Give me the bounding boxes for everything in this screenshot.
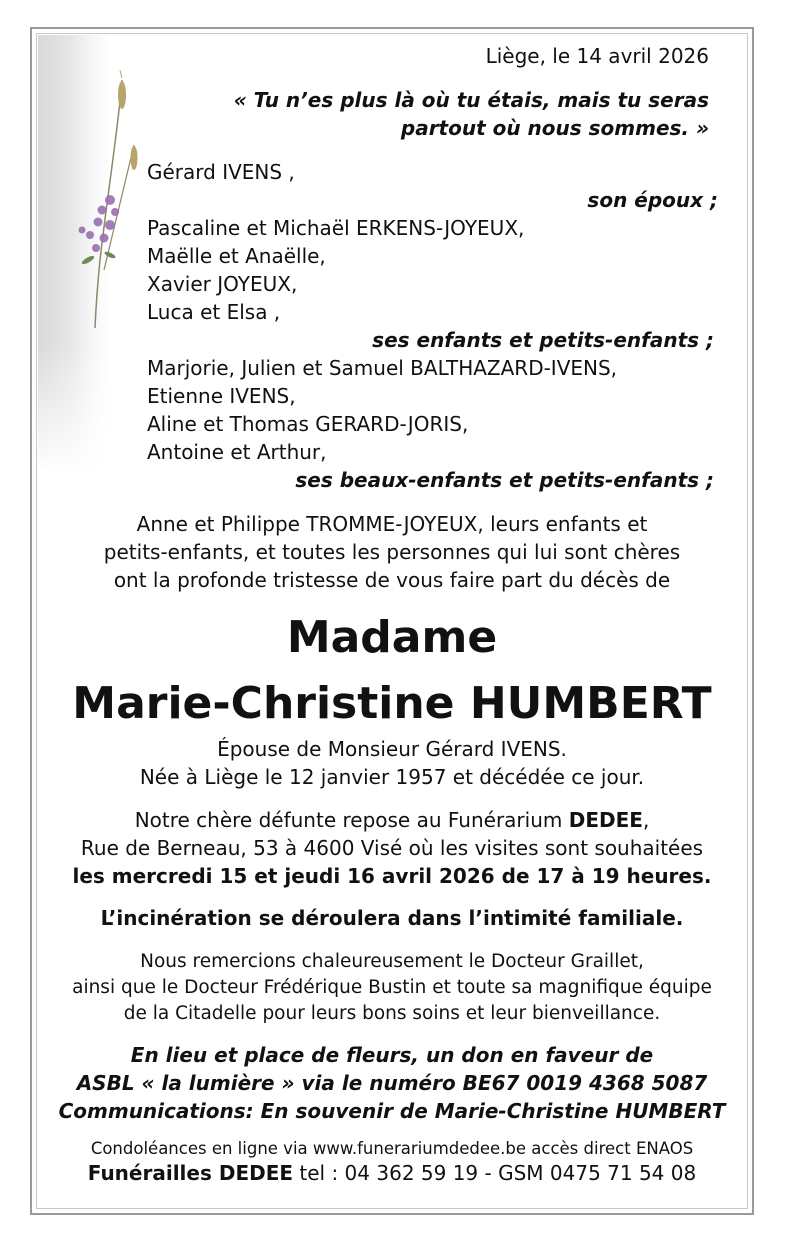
spouse-role: son époux ; xyxy=(587,188,718,212)
date-line: Liège, le 14 avril 2026 xyxy=(485,44,709,68)
thanks-line: Nous remercions chaleureusement le Docteur Graillet, xyxy=(140,951,644,972)
announcement-line: petits-enfants, et toutes les personnes qui lui sont chères xyxy=(103,540,681,564)
donation-line: Communications: En souvenir de Marie-Christine HUMBERT xyxy=(58,1099,726,1123)
visitation-line-1: Notre chère défunte repose au Funérarium DEDEE, xyxy=(134,808,650,832)
funerarium-name: DEDEE xyxy=(568,808,643,832)
stepchildren-role: ses beaux-enfants et petits-enfants ; xyxy=(295,468,714,492)
wildflower-icon xyxy=(60,70,150,330)
footer-brand: Funérailles DEDEE xyxy=(87,1161,294,1185)
visitation-line-2: Rue de Berneau, 53 à 4600 Visé où les visites sont souhaitées xyxy=(80,836,704,860)
cremation-notice: L’incinération se déroulera dans l’intimité familiale. xyxy=(100,906,684,930)
child-line: Luca et Elsa , xyxy=(147,300,281,324)
child-line: Xavier JOYEUX, xyxy=(147,272,298,296)
bio-line: Née à Liège le 12 janvier 1957 et décédée ce jour. xyxy=(139,765,645,789)
stepchild-line: Etienne IVENS, xyxy=(147,384,296,408)
bio-line: Épouse de Monsieur Gérard IVENS. xyxy=(217,737,567,761)
visitation-hours: les mercredi 15 et jeudi 16 avril 2026 de 17 à 19 heures. xyxy=(72,864,712,888)
stepchild-line: Antoine et Arthur, xyxy=(147,440,327,464)
child-line: Maëlle et Anaëlle, xyxy=(147,244,326,268)
deceased-title: Madame xyxy=(286,612,498,663)
donation-line: En lieu et place de fleurs, un don en faveur de xyxy=(130,1043,654,1067)
announcement-line: ont la profonde tristesse de vous faire part du décès de xyxy=(113,568,671,592)
condolences-line: Condoléances en ligne via www.funerariumdedee.be accès direct ENAOS xyxy=(90,1139,694,1158)
quote-line-2: partout où nous sommes. » xyxy=(400,116,709,140)
donation-line: ASBL « la lumière » via le numéro BE67 0019 4368 5087 xyxy=(76,1071,708,1095)
spouse-name: Gérard IVENS , xyxy=(147,160,295,184)
stepchild-line: Aline et Thomas GERARD-JORIS, xyxy=(147,412,469,436)
footer-contact: Funérailles DEDEE tel : 04 362 59 19 - GSM 0475 71 54 08 xyxy=(87,1161,697,1185)
announcement-line: Anne et Philippe TROMME-JOYEUX, leurs enfants et xyxy=(136,512,648,536)
children-role: ses enfants et petits-enfants ; xyxy=(372,328,714,352)
thanks-line: de la Citadelle pour leurs bons soins et leur bienveillance. xyxy=(123,1003,661,1024)
deceased-name: Marie-Christine HUMBERT xyxy=(72,678,712,729)
child-line: Pascaline et Michaël ERKENS-JOYEUX, xyxy=(147,216,525,240)
quote-line-1: « Tu n’es plus là où tu étais, mais tu seras xyxy=(233,88,709,112)
stepchild-line: Marjorie, Julien et Samuel BALTHAZARD-IVENS, xyxy=(147,356,618,380)
thanks-line: ainsi que le Docteur Frédérique Bustin et toute sa magnifique équipe xyxy=(72,977,712,998)
